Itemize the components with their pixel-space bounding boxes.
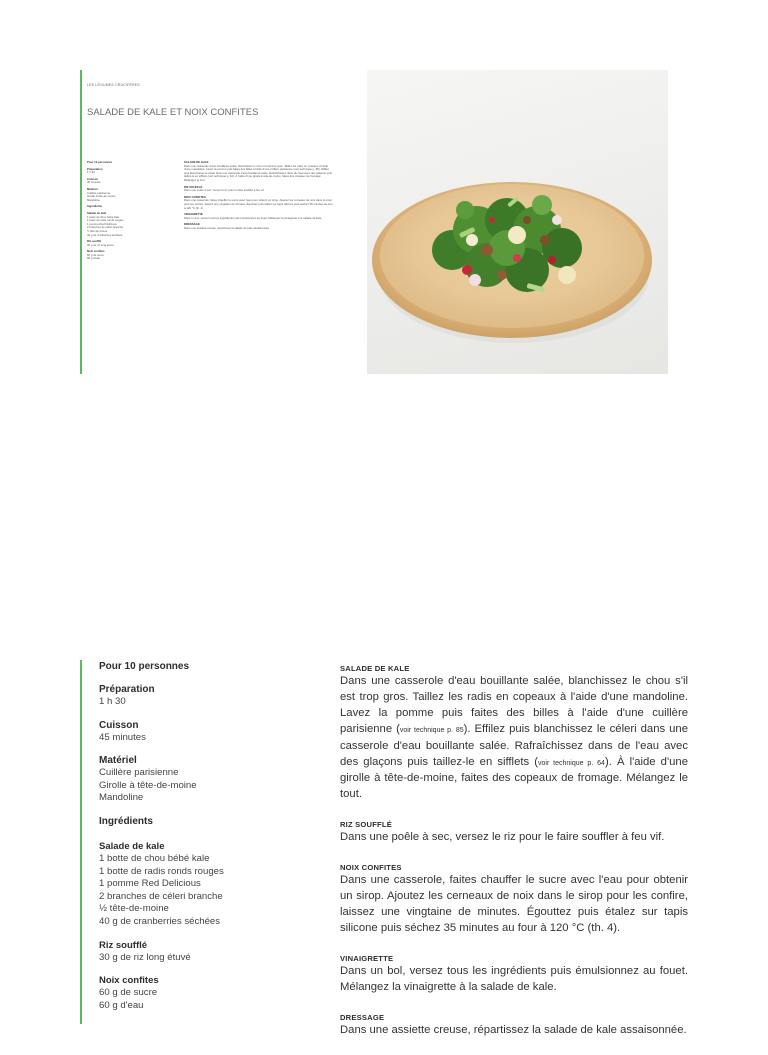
step-text: Dans une poêle à sec, versez le riz pour le faire souffler à feu vif.: [340, 831, 665, 844]
step-heading: RIZ SOUFFLÉ: [340, 820, 392, 830]
step-riz-souffle: [340, 819, 688, 846]
step-dressage: [340, 1012, 688, 1039]
servings: Pour 10 personnes: [99, 661, 190, 672]
step-vinaigrette: [340, 953, 688, 996]
thumbnail-green-rule: [80, 70, 82, 374]
prep-time: [99, 684, 319, 709]
ingredient-item: 1 pomme Red Delicious: [99, 878, 201, 890]
technique-reference: voir technique p. 64: [538, 759, 605, 767]
ingredient-item: ½ tête-de-moine: [99, 903, 169, 915]
thumbnail-step: SALADE DE KALE Dans une casserole d'eau bouillante salée, blanchissez le chou s'il est trop gros. Taillez les radis en copeaux à l'aide d'une mandoline. Lavez la pomme puis faites des billes à l'aide d'une cuillère parisienne (voir technique p. 85). Effilez puis blanchissez le céleri dans une casserole d'eau bouillante salée. Rafraîchissez dans de l'eau avec des glaçons puis taillez-le en sifflets (voir technique p. 64). À l'aide d'une girolle à tête-de-moine, faites des copeaux de fromage. Mélangez le tout.: [184, 160, 332, 182]
prep-label: Préparation: [99, 684, 155, 695]
ingredient-item: 1 botte de chou bébé kale: [99, 852, 210, 864]
step-text: Dans une casserole d'eau bouillante salée, blanchissez le chou s'il est trop gros. Taillez les radis en copeaux à l'aide d'une mandoline. Lavez la pomme puis faites des billes à l'aide d'une cuillère parisienne (voir technique p. 85). Effilez puis blanchissez le céleri dans une casserole d'eau bouillante salée. Rafraîchissez dans de l'eau avec des glaçons puis taillez-le en sifflets (voir technique p. 64). À l'aide d'une girolle à tête-de-moine, faites des copeaux de fromage. Mélangez le tout.: [340, 675, 688, 801]
ingredient-group-noix: [99, 975, 319, 1012]
ingredient-item: 30 g de riz long étuvé: [99, 951, 191, 963]
step-noix-confites: [340, 862, 688, 937]
prep-value: 1 h 30: [99, 696, 126, 707]
thumbnail-prep: Préparation 1 h 30: [87, 166, 103, 175]
step-heading: SALADE DE KALE: [340, 664, 410, 673]
ingredient-group-title: Riz soufflé: [99, 939, 148, 951]
step-heading: DRESSAGE: [340, 1012, 385, 1022]
cook-time: [99, 720, 319, 745]
ingredient-group-title: Noix confites: [99, 975, 159, 987]
ingredient-group-salade: [99, 841, 319, 929]
thumbnail-step: VINAIGRETTE Dans un bol, versez tous les ingrédients puis émulsionnez au fouet. Mélangez la vinaigrette à la salade de kale.: [184, 212, 323, 220]
thumbnail-steps-column: [184, 161, 334, 231]
step-heading: NOIX CONFITES: [340, 863, 402, 873]
step-salade-de-kale: [340, 663, 688, 803]
equipment: [99, 755, 319, 805]
ingredient-item: 40 g de cranberries séchées: [99, 915, 221, 927]
cook-value: 45 minutes: [99, 731, 146, 743]
step-text: Dans une casserole, faites chauffer le sucre avec l'eau pour obtenir un sirop. Ajoutez les cerneaux de noix dans le sirop pour les confire, laissez une vingtaine de minutes. Égouttez puis étalez sur tapis silicone puis séchez 35 minutes au four à 120 °C (th. 4).: [340, 874, 688, 934]
equipment-label: Matériel: [99, 755, 137, 767]
accent-green-rule: [80, 660, 82, 1024]
step-heading: VINAIGRETTE: [340, 953, 394, 963]
equipment-item: Cuillère parisienne: [99, 767, 179, 779]
ingredient-item: 1 botte de radis ronds rouges: [99, 865, 224, 877]
step-text: Dans une assiette creuse, répartissez la salade de kale assaisonnée.: [340, 1023, 687, 1036]
thumbnail-step: DRESSAGE Dans une assiette creuse, répartissez la salade de kale assaisonnée.: [184, 222, 270, 230]
thumbnail-section-label: LES LÉGUMES CRUCIFÈRES: [87, 83, 140, 87]
thumbnail-group-salade: Salade de kale 1 botte de chou bébé kale 1 botte de radis ronds rouges 1 pomme Red Delicious 2 branches de céleri branche ½ tête-de-moine 40 g de cranberries séchées: [87, 210, 124, 237]
thumbnail-step: RIZ SOUFFLÉ Dans une poêle à sec, versez le riz pour le faire souffler à feu vif.: [184, 184, 265, 193]
recipe-steps-column: [340, 663, 688, 1055]
ingredient-item: 60 g de sucre: [99, 987, 158, 999]
thumbnail-cook: Cuisson 45 minutes: [87, 176, 101, 185]
thumbnail-recipe-title: SALADE DE KALE ET NOIX CONFITES: [87, 107, 259, 118]
ingredient-group-title: Salade de kale: [99, 840, 165, 852]
thumbnail-equipment: Matériel Cuillère parisienne Girolle à tête-de-moine Mandoline: [87, 186, 116, 202]
thumbnail-group-noix: Noix confites 60 g de sucre 60 g d'eau: [87, 249, 105, 261]
thumbnail-meta-column: [87, 161, 153, 261]
technique-reference: voir technique p. 85: [399, 726, 464, 734]
ingredient-item: 60 g d'eau: [99, 999, 144, 1011]
salad-photo: [367, 70, 668, 374]
salad-bowl-illustration: [367, 70, 668, 374]
thumbnail-group-riz: Riz soufflé 30 g de riz long étuvé: [87, 239, 114, 247]
cook-label: Cuisson: [99, 719, 139, 731]
recipe-meta-column: [99, 661, 319, 1023]
equipment-item: Mandoline: [99, 792, 144, 804]
step-text: Dans un bol, versez tous les ingrédients puis émulsionnez au fouet. Mélangez la vinaigrette à la salade de kale.: [340, 964, 688, 993]
thumbnail-ingredients-label: Ingrédients: [87, 204, 103, 209]
thumbnail-servings: Pour 10 personnes: [87, 160, 113, 164]
thumbnail-step: NOIX CONFITES Dans une casserole, faites chauffer le sucre avec l'eau pour obtenir un sirop. Ajoutez les cerneaux de noix dans le sirop pour les confire, laissez une vingtaine de minutes. Égouttez puis étalez sur tapis silicone puis séchez 35 minutes au four à 120 °C (th. 4).: [184, 194, 333, 210]
equipment-item: Girolle à tête-de-moine: [99, 779, 197, 791]
ingredient-item: 2 branches de céleri branche: [99, 890, 223, 902]
ingredient-group-riz: [99, 940, 319, 965]
ingredients-label: Ingrédients: [99, 815, 153, 827]
